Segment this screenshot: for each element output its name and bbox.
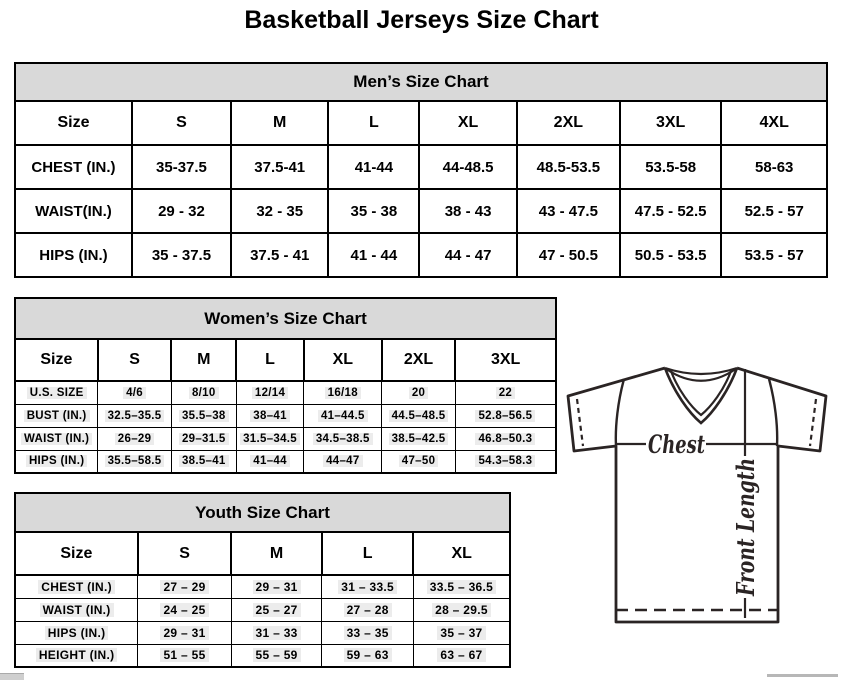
- cell: 38.5–41: [171, 450, 236, 473]
- column-header-m: M: [171, 339, 236, 381]
- cell: 44-48.5: [419, 145, 516, 189]
- row-label: HIPS (IN.): [15, 450, 98, 473]
- cell: 55 – 59: [231, 644, 322, 667]
- row-label: CHEST (IN.): [15, 575, 138, 598]
- cell: 47–50: [382, 450, 456, 473]
- table-row: [15, 427, 556, 450]
- table-row: [15, 575, 510, 598]
- cell: 8/10: [171, 381, 236, 404]
- column-header-s: S: [98, 339, 172, 381]
- womens-chart-title: Women’s Size Chart: [15, 298, 556, 339]
- column-header-xl: XL: [419, 101, 516, 145]
- cell: 25 – 27: [231, 598, 322, 621]
- cell: 38 - 43: [419, 189, 516, 233]
- column-header-s: S: [132, 101, 231, 145]
- cell: 41-44: [328, 145, 419, 189]
- jersey-outline: [568, 368, 826, 622]
- cell: 24 – 25: [138, 598, 232, 621]
- jersey-measurement-diagram: [558, 356, 834, 628]
- cell: 44.5–48.5: [382, 404, 456, 427]
- cell: 47.5 - 52.5: [620, 189, 722, 233]
- column-header-4xl: 4XL: [721, 101, 827, 145]
- cell: 35 - 37.5: [132, 233, 231, 277]
- cell: 27 – 29: [138, 575, 232, 598]
- cell: 29 - 32: [132, 189, 231, 233]
- cell: 4/6: [98, 381, 172, 404]
- cell: 31 – 33.5: [322, 575, 414, 598]
- cell: 63 – 67: [413, 644, 510, 667]
- cell: 31.5–34.5: [236, 427, 304, 450]
- cell: 52.5 - 57: [721, 189, 827, 233]
- cell: 27 – 28: [322, 598, 414, 621]
- cell: 43 - 47.5: [517, 189, 620, 233]
- row-label: WAIST (IN.): [15, 598, 138, 621]
- table-row: [15, 404, 556, 427]
- row-label: HIPS (IN.): [15, 621, 138, 644]
- cell: 44–47: [304, 450, 382, 473]
- column-header-m: M: [231, 101, 328, 145]
- cell: 41–44: [236, 450, 304, 473]
- womens-size-table: [14, 297, 557, 474]
- cell: 32 - 35: [231, 189, 328, 233]
- table-row: [15, 145, 827, 189]
- cell: 12/14: [236, 381, 304, 404]
- cell: 35.5–38: [171, 404, 236, 427]
- column-header-xl: XL: [304, 339, 382, 381]
- cell: 34.5–38.5: [304, 427, 382, 450]
- column-header-l: L: [236, 339, 304, 381]
- cell: 35.5–58.5: [98, 450, 172, 473]
- row-label: CHEST (IN.): [15, 145, 132, 189]
- column-header-xl: XL: [413, 532, 510, 575]
- cell: 50.5 - 53.5: [620, 233, 722, 277]
- column-header-l: L: [322, 532, 414, 575]
- cell: 29 – 31: [138, 621, 232, 644]
- cell: 53.5-58: [620, 145, 722, 189]
- jersey-left-cuff-dashes: [577, 399, 583, 446]
- cell: 29–31.5: [171, 427, 236, 450]
- table-row: [15, 621, 510, 644]
- cell: 35 - 38: [328, 189, 419, 233]
- row-label: U.S. SIZE: [15, 381, 98, 404]
- table-row: [15, 598, 510, 621]
- row-label: WAIST (IN.): [15, 427, 98, 450]
- table-row: [15, 381, 556, 404]
- cell: 51 – 55: [138, 644, 232, 667]
- cell: 41 - 44: [328, 233, 419, 277]
- cell: 58-63: [721, 145, 827, 189]
- cell: 53.5 - 57: [721, 233, 827, 277]
- cell: 26–29: [98, 427, 172, 450]
- jersey-right-armhole-seam: [769, 379, 777, 446]
- mens-size-chart: [14, 62, 828, 276]
- column-header-2xl: 2XL: [382, 339, 456, 381]
- cell: 37.5 - 41: [231, 233, 328, 277]
- cell: 33 – 35: [322, 621, 414, 644]
- size-header-label: Size: [15, 532, 138, 575]
- cell: 35 – 37: [413, 621, 510, 644]
- mens-chart-title: Men’s Size Chart: [15, 63, 827, 101]
- size-header-label: Size: [15, 339, 98, 381]
- column-header-m: M: [231, 532, 322, 575]
- chest-label: Chest: [648, 430, 706, 459]
- row-label: WAIST(IN.): [15, 189, 132, 233]
- cell: 38–41: [236, 404, 304, 427]
- table-row: [15, 644, 510, 667]
- cell: 41–44.5: [304, 404, 382, 427]
- jersey-left-armhole-seam: [616, 379, 624, 446]
- row-label: HEIGHT (IN.): [15, 644, 138, 667]
- column-header-2xl: 2XL: [517, 101, 620, 145]
- cell: 22: [455, 381, 556, 404]
- youth-chart-title: Youth Size Chart: [15, 493, 510, 532]
- cell: 46.8–50.3: [455, 427, 556, 450]
- column-header-s: S: [138, 532, 232, 575]
- cell: 33.5 – 36.5: [413, 575, 510, 598]
- page-title: Basketball Jerseys Size Chart: [244, 6, 599, 34]
- cell: 59 – 63: [322, 644, 414, 667]
- column-header-3xl: 3XL: [455, 339, 556, 381]
- cell: 52.8–56.5: [455, 404, 556, 427]
- cell: 28 – 29.5: [413, 598, 510, 621]
- table-row: [15, 450, 556, 473]
- cropped-artifact-bottom-right: [767, 674, 838, 677]
- column-header-3xl: 3XL: [620, 101, 722, 145]
- cell: 32.5–35.5: [98, 404, 172, 427]
- cell: 29 – 31: [231, 575, 322, 598]
- youth-size-chart: [14, 492, 511, 668]
- cell: 31 – 33: [231, 621, 322, 644]
- womens-size-chart: [14, 297, 557, 472]
- table-row: [15, 189, 827, 233]
- cell: 20: [382, 381, 456, 404]
- cell: 54.3–58.3: [455, 450, 556, 473]
- jersey-right-cuff-dashes: [810, 399, 816, 446]
- size-header-label: Size: [15, 101, 132, 145]
- cell: 38.5–42.5: [382, 427, 456, 450]
- youth-size-table: [14, 492, 511, 668]
- cell: 48.5-53.5: [517, 145, 620, 189]
- mens-size-table: [14, 62, 828, 278]
- cell: 47 - 50.5: [517, 233, 620, 277]
- table-row: [15, 233, 827, 277]
- jersey-collar-top-arc: [665, 368, 737, 374]
- cell: 35-37.5: [132, 145, 231, 189]
- cell: 44 - 47: [419, 233, 516, 277]
- cell: 16/18: [304, 381, 382, 404]
- row-label: BUST (IN.): [15, 404, 98, 427]
- row-label: HIPS (IN.): [15, 233, 132, 277]
- cell: 37.5-41: [231, 145, 328, 189]
- front-length-label: Front Length: [731, 418, 760, 596]
- column-header-l: L: [328, 101, 419, 145]
